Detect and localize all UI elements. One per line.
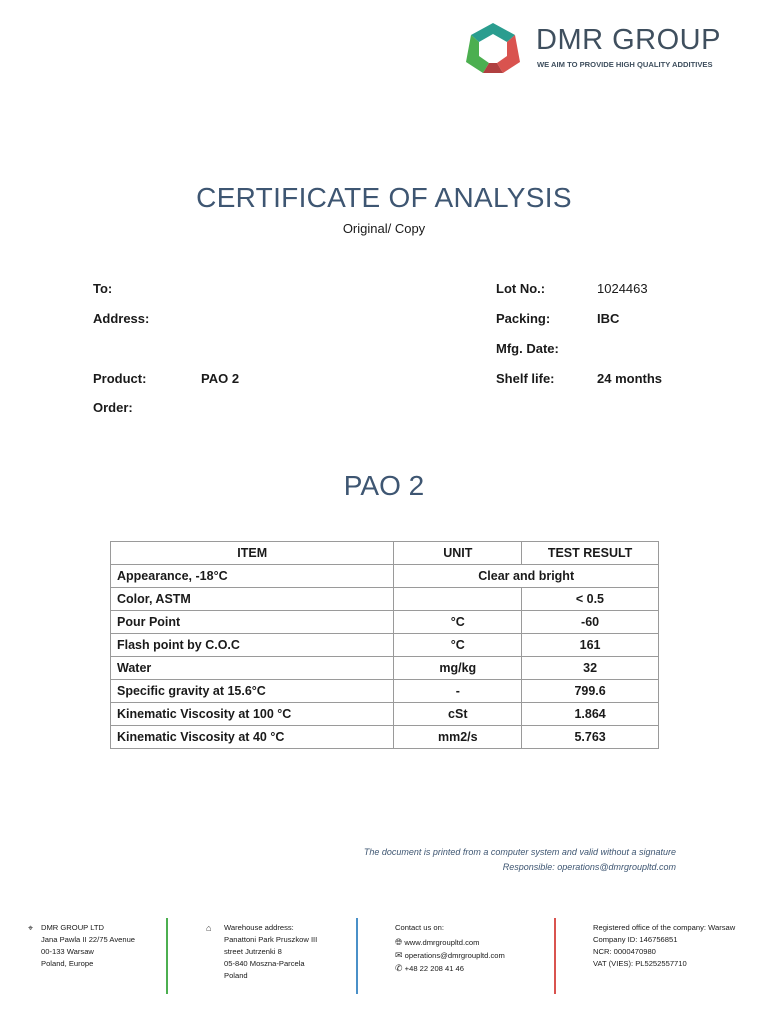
company-logo <box>462 20 752 80</box>
row-item: Kinematic Viscosity at 100 °C <box>111 703 394 726</box>
row-unit: mm2/s <box>394 726 522 749</box>
row-unit: °C <box>394 634 522 657</box>
row-result: < 0.5 <box>522 588 659 611</box>
footer-contact-phone-row <box>395 962 505 975</box>
row-item: Color, ASTM <box>111 588 394 611</box>
footer-warehouse-line3: 05-840 Moszna-Parcela <box>224 959 305 968</box>
row-unit: °C <box>394 611 522 634</box>
lot-value: 1024463 <box>597 281 648 296</box>
phone-icon: ✆ <box>395 963 403 973</box>
table-row <box>111 680 659 703</box>
row-item: Flash point by C.O.C <box>111 634 394 657</box>
row-item: Pour Point <box>111 611 394 634</box>
footer-company <box>28 922 135 970</box>
logo-name: DMR GROUP <box>536 24 721 56</box>
header-test-result: TEST RESULT <box>522 542 659 565</box>
footer-contact-web[interactable]: www.dmrgroupltd.com <box>404 938 480 947</box>
order-label: Order: <box>93 400 133 415</box>
footer-warehouse-title: Warehouse address: <box>224 923 294 932</box>
footer-contact-phone[interactable]: +48 22 208 41 46 <box>404 964 465 973</box>
row-result: 161 <box>522 634 659 657</box>
validity-note: The document is printed from a computer system and valid without a signature <box>363 847 676 857</box>
row-unit: cSt <box>394 703 522 726</box>
header-unit: UNIT <box>394 542 522 565</box>
table-row <box>111 703 659 726</box>
table-row <box>111 611 659 634</box>
dmr-hexagon-logo-icon <box>462 20 524 76</box>
packing-label: Packing: <box>496 311 551 326</box>
footer-warehouse-line4: Poland <box>224 971 248 980</box>
table-row <box>111 565 659 588</box>
row-unit <box>394 588 522 611</box>
results-table <box>110 541 659 749</box>
footer-contact <box>395 922 505 975</box>
table-row <box>111 726 659 749</box>
warehouse-icon: ⌂ <box>206 923 212 933</box>
mfg-date-label: Mfg. Date: <box>496 341 559 356</box>
row-result: 5.763 <box>522 726 659 749</box>
table-row <box>111 634 659 657</box>
row-item: Specific gravity at 15.6°C <box>111 680 394 703</box>
table-row <box>111 657 659 680</box>
footer-contact-title: Contact us on: <box>395 923 444 932</box>
footer-warehouse-line2: street Jutrzenki 8 <box>224 947 282 956</box>
globe-icon: 🌐︎ <box>395 937 403 947</box>
footer-registered <box>593 922 735 970</box>
location-pin-icon: ⌖ <box>28 923 34 933</box>
footer-contact-web-row <box>395 936 505 949</box>
envelope-icon: ✉ <box>395 950 403 960</box>
row-unit: mg/kg <box>394 657 522 680</box>
footer-company-name: DMR GROUP LTD <box>41 923 105 932</box>
product-value: PAO 2 <box>201 371 240 386</box>
footer-contact-email-row <box>395 949 505 962</box>
footer-divider-red <box>554 918 556 994</box>
footer-registered-title: Registered office of the company: Warsaw <box>593 923 736 932</box>
row-item: Appearance, -18°C <box>111 565 394 588</box>
footer-warehouse-line1: Panattoni Park Pruszkow III <box>224 935 318 944</box>
responsible-note: Responsible: operations@dmrgroupltd.com <box>502 862 676 872</box>
footer-registered-line2: NCR: 0000470980 <box>593 947 656 956</box>
shelf-life-value: 24 months <box>597 371 663 386</box>
to-label: To: <box>93 281 113 296</box>
row-unit: - <box>394 680 522 703</box>
product-label: Product: <box>93 371 147 386</box>
footer-warehouse <box>206 922 317 982</box>
logo-tagline: WE AIM TO PROVIDE HIGH QUALITY ADDITIVES <box>537 60 713 69</box>
packing-value: IBC <box>597 311 620 326</box>
row-result: 799.6 <box>522 680 659 703</box>
footer-company-line1: Jana Pawla II 22/75 Avenue <box>41 935 136 944</box>
address-label: Address: <box>93 311 150 326</box>
header-item: ITEM <box>111 542 394 565</box>
footer-contact-email[interactable]: operations@dmrgroupltd.com <box>404 951 505 960</box>
footer-company-line3: Poland, Europe <box>41 959 94 968</box>
document-title: CERTIFICATE OF ANALYSIS <box>196 182 572 213</box>
row-result: 1.864 <box>522 703 659 726</box>
footer-divider-blue <box>356 918 358 994</box>
row-item: Kinematic Viscosity at 40 °C <box>111 726 394 749</box>
footer-registered-line1: Company ID: 146756851 <box>593 935 678 944</box>
document-subtitle: Original/ Copy <box>342 221 426 236</box>
product-heading: PAO 2 <box>343 470 425 501</box>
row-merged-result: Clear and bright <box>394 565 659 588</box>
footer-divider-green <box>166 918 168 994</box>
lot-label: Lot No.: <box>496 281 546 296</box>
row-result: 32 <box>522 657 659 680</box>
row-result: -60 <box>522 611 659 634</box>
table-row <box>111 588 659 611</box>
shelf-life-label: Shelf life: <box>496 371 555 386</box>
row-item: Water <box>111 657 394 680</box>
table-header-row <box>111 542 659 565</box>
footer-registered-line3: VAT (VIES): PL5252557710 <box>593 959 687 968</box>
footer-company-line2: 00-133 Warsaw <box>41 947 94 956</box>
